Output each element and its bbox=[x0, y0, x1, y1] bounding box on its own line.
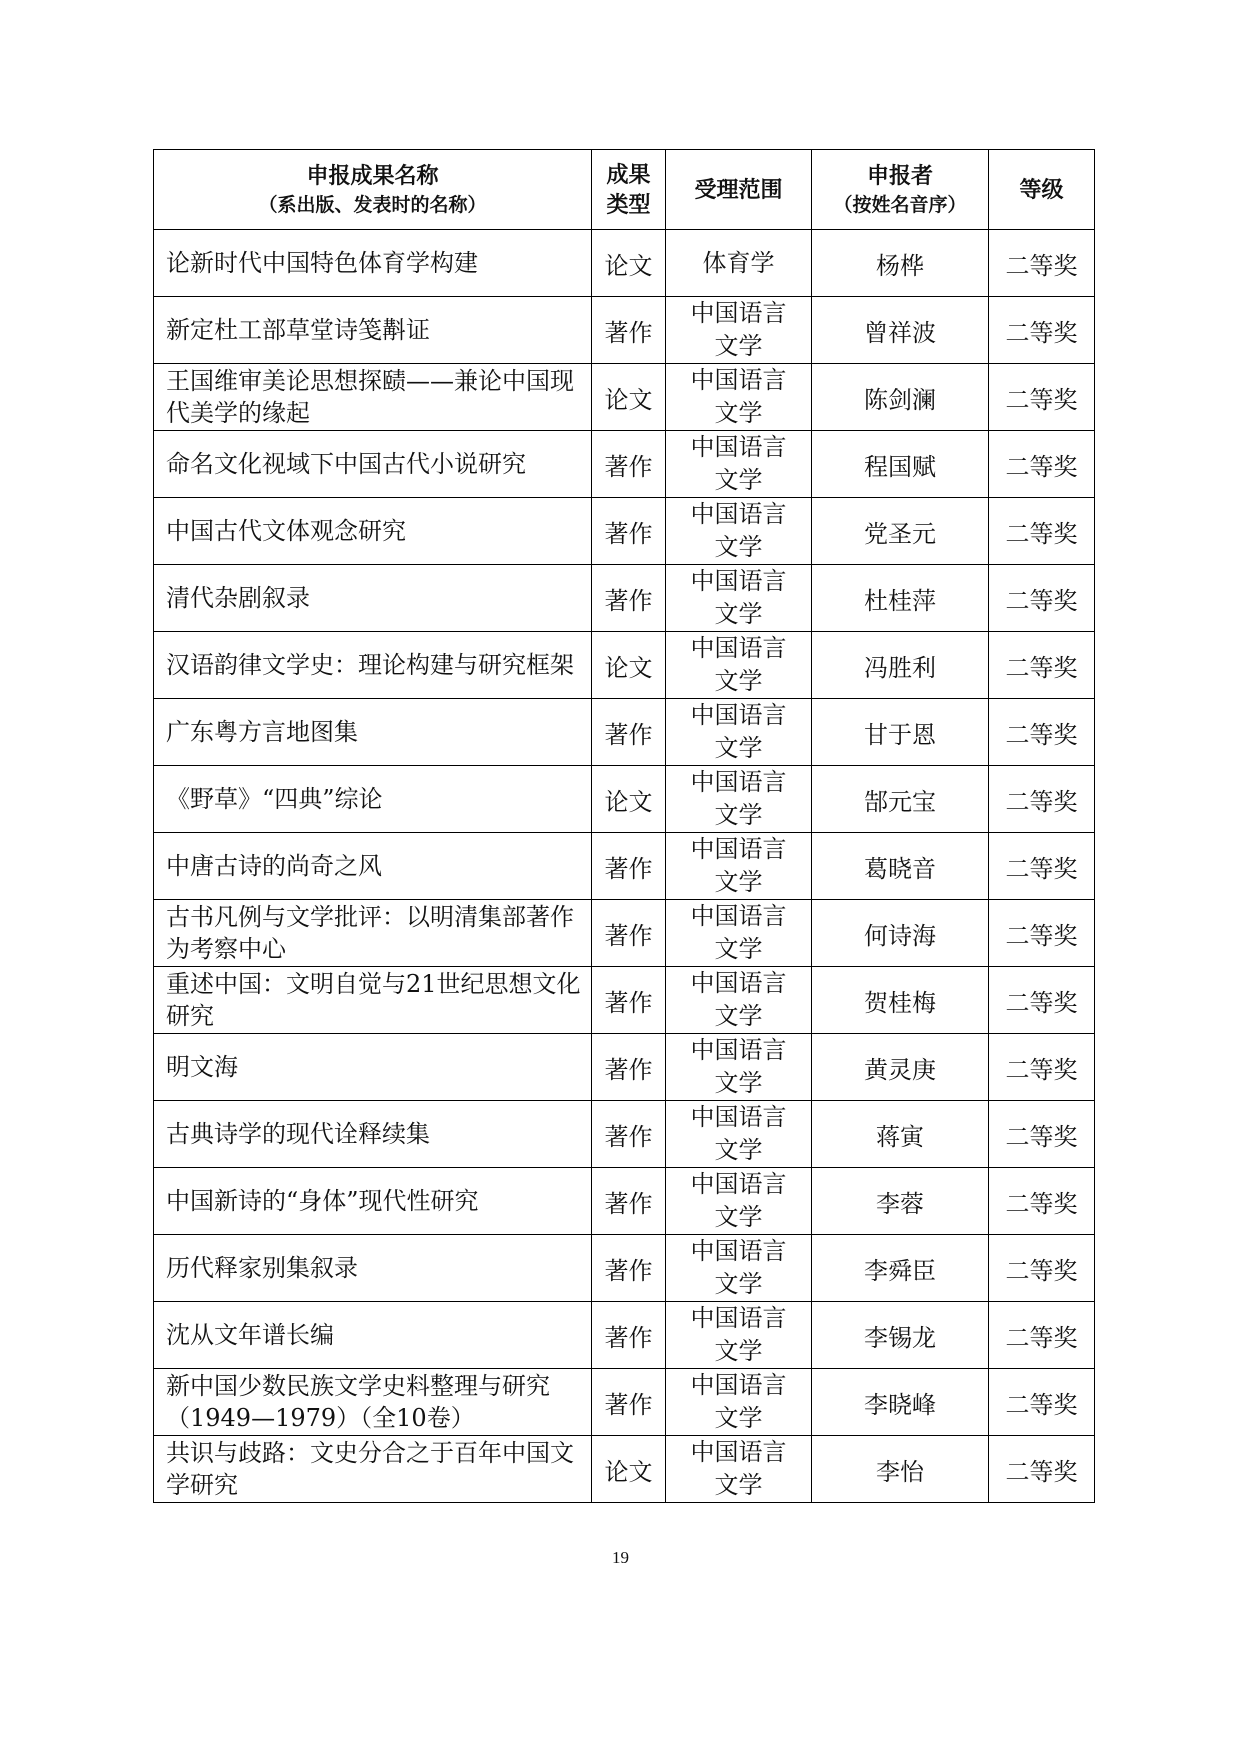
result-title-cell: 论新时代中国特色体育学构建 bbox=[154, 230, 592, 297]
scope-cell: 中国语言文学 bbox=[666, 900, 812, 967]
applicant-cell: 蒋寅 bbox=[812, 1101, 989, 1168]
result-type-cell: 论文 bbox=[592, 632, 666, 699]
result-title-cell: 沈从文年谱长编 bbox=[154, 1302, 592, 1369]
scope-cell: 中国语言文学 bbox=[666, 1235, 812, 1302]
award-grade-cell: 二等奖 bbox=[989, 1436, 1095, 1503]
award-grade-cell: 二等奖 bbox=[989, 1034, 1095, 1101]
scope-cell: 中国语言文学 bbox=[666, 1369, 812, 1436]
award-grade-cell: 二等奖 bbox=[989, 699, 1095, 766]
award-grade-cell: 二等奖 bbox=[989, 230, 1095, 297]
award-grade-cell: 二等奖 bbox=[989, 967, 1095, 1034]
applicant-cell: 陈剑澜 bbox=[812, 364, 989, 431]
result-title-cell: 历代释家别集叙录 bbox=[154, 1235, 592, 1302]
result-type-cell: 论文 bbox=[592, 364, 666, 431]
table-row bbox=[154, 766, 1095, 833]
award-grade-cell: 二等奖 bbox=[989, 766, 1095, 833]
award-grade-cell: 二等奖 bbox=[989, 632, 1095, 699]
result-title-cell: 古典诗学的现代诠释续集 bbox=[154, 1101, 592, 1168]
header-author bbox=[812, 150, 989, 230]
applicant-cell: 李锡龙 bbox=[812, 1302, 989, 1369]
result-title-cell: 中唐古诗的尚奇之风 bbox=[154, 833, 592, 900]
table-row bbox=[154, 1369, 1095, 1436]
scope-cell: 中国语言文学 bbox=[666, 833, 812, 900]
result-type-cell: 论文 bbox=[592, 766, 666, 833]
result-title-cell: 《野草》“四典”综论 bbox=[154, 766, 592, 833]
result-title-cell: 新中国少数民族文学史料整理与研究（1949—1979）（全10卷） bbox=[154, 1369, 592, 1436]
award-grade-cell: 二等奖 bbox=[989, 900, 1095, 967]
result-type-cell: 论文 bbox=[592, 230, 666, 297]
header-title-main: 申报成果名称 bbox=[306, 162, 439, 189]
applicant-cell: 杨桦 bbox=[812, 230, 989, 297]
applicant-cell: 李怡 bbox=[812, 1436, 989, 1503]
table-header-row bbox=[154, 150, 1095, 230]
table-row bbox=[154, 364, 1095, 431]
result-type-cell: 著作 bbox=[592, 565, 666, 632]
award-grade-cell: 二等奖 bbox=[989, 833, 1095, 900]
applicant-cell: 郜元宝 bbox=[812, 766, 989, 833]
result-type-cell: 著作 bbox=[592, 900, 666, 967]
result-type-cell: 著作 bbox=[592, 431, 666, 498]
scope-cell: 中国语言文学 bbox=[666, 565, 812, 632]
result-type-cell: 著作 bbox=[592, 1034, 666, 1101]
award-grade-cell: 二等奖 bbox=[989, 1101, 1095, 1168]
result-title-cell: 汉语韵律文学史：理论构建与研究框架 bbox=[154, 632, 592, 699]
scope-cell: 中国语言文学 bbox=[666, 1436, 812, 1503]
result-type-cell: 著作 bbox=[592, 833, 666, 900]
scope-cell: 中国语言文学 bbox=[666, 297, 812, 364]
applicant-cell: 党圣元 bbox=[812, 498, 989, 565]
result-title-cell: 古书凡例与文学批评：以明清集部著作为考察中心 bbox=[154, 900, 592, 967]
table-row bbox=[154, 900, 1095, 967]
scope-cell: 中国语言文学 bbox=[666, 967, 812, 1034]
table-row bbox=[154, 1168, 1095, 1235]
applicant-cell: 甘于恩 bbox=[812, 699, 989, 766]
table-row bbox=[154, 1436, 1095, 1503]
applicant-cell: 李舜臣 bbox=[812, 1235, 989, 1302]
award-grade-cell: 二等奖 bbox=[989, 565, 1095, 632]
table-row bbox=[154, 1101, 1095, 1168]
result-title-cell: 广东粤方言地图集 bbox=[154, 699, 592, 766]
result-title-cell: 明文海 bbox=[154, 1034, 592, 1101]
applicant-cell: 李蓉 bbox=[812, 1168, 989, 1235]
applicant-cell: 程国赋 bbox=[812, 431, 989, 498]
scope-cell: 中国语言文学 bbox=[666, 1101, 812, 1168]
header-title bbox=[154, 150, 592, 230]
result-title-cell: 共识与歧路：文史分合之于百年中国文学研究 bbox=[154, 1436, 592, 1503]
result-type-cell: 著作 bbox=[592, 1369, 666, 1436]
award-grade-cell: 二等奖 bbox=[989, 1235, 1095, 1302]
table-row bbox=[154, 498, 1095, 565]
scope-cell: 中国语言文学 bbox=[666, 1034, 812, 1101]
applicant-cell: 曾祥波 bbox=[812, 297, 989, 364]
result-type-cell: 著作 bbox=[592, 967, 666, 1034]
award-grade-cell: 二等奖 bbox=[989, 1369, 1095, 1436]
scope-cell: 中国语言文学 bbox=[666, 1302, 812, 1369]
result-type-cell: 著作 bbox=[592, 699, 666, 766]
applicant-cell: 葛晓音 bbox=[812, 833, 989, 900]
scope-cell: 中国语言文学 bbox=[666, 1168, 812, 1235]
scope-cell: 中国语言文学 bbox=[666, 498, 812, 565]
applicant-cell: 李晓峰 bbox=[812, 1369, 989, 1436]
scope-cell: 体育学 bbox=[666, 230, 812, 297]
header-author-main: 申报者 bbox=[866, 162, 933, 189]
result-title-cell: 重述中国：文明自觉与21世纪思想文化研究 bbox=[154, 967, 592, 1034]
table-row bbox=[154, 1235, 1095, 1302]
awards-table bbox=[153, 149, 1095, 1503]
header-title-sub: （系出版、发表时的名称） bbox=[258, 193, 487, 216]
result-title-cell: 新定杜工部草堂诗笺斠证 bbox=[154, 297, 592, 364]
result-title-cell: 中国古代文体观念研究 bbox=[154, 498, 592, 565]
header-grade: 等级 bbox=[989, 150, 1095, 230]
scope-cell: 中国语言文学 bbox=[666, 766, 812, 833]
result-title-cell: 中国新诗的“身体”现代性研究 bbox=[154, 1168, 592, 1235]
table-row bbox=[154, 230, 1095, 297]
header-type-line1: 成果 bbox=[606, 161, 651, 188]
scope-cell: 中国语言文学 bbox=[666, 699, 812, 766]
result-type-cell: 著作 bbox=[592, 1302, 666, 1369]
table-row bbox=[154, 632, 1095, 699]
award-grade-cell: 二等奖 bbox=[989, 1168, 1095, 1235]
table-row bbox=[154, 431, 1095, 498]
table-row bbox=[154, 833, 1095, 900]
result-type-cell: 论文 bbox=[592, 1436, 666, 1503]
header-type-line2: 类型 bbox=[606, 191, 651, 218]
applicant-cell: 黄灵庚 bbox=[812, 1034, 989, 1101]
table-row bbox=[154, 699, 1095, 766]
table-row bbox=[154, 967, 1095, 1034]
page-number: 19 bbox=[612, 1548, 629, 1567]
result-type-cell: 著作 bbox=[592, 1168, 666, 1235]
result-title-cell: 清代杂剧叙录 bbox=[154, 565, 592, 632]
table-row bbox=[154, 297, 1095, 364]
scope-cell: 中国语言文学 bbox=[666, 364, 812, 431]
result-type-cell: 著作 bbox=[592, 297, 666, 364]
applicant-cell: 冯胜利 bbox=[812, 632, 989, 699]
table-row bbox=[154, 565, 1095, 632]
result-type-cell: 著作 bbox=[592, 1235, 666, 1302]
applicant-cell: 贺桂梅 bbox=[812, 967, 989, 1034]
result-type-cell: 著作 bbox=[592, 498, 666, 565]
award-grade-cell: 二等奖 bbox=[989, 297, 1095, 364]
result-type-cell: 著作 bbox=[592, 1101, 666, 1168]
award-grade-cell: 二等奖 bbox=[989, 364, 1095, 431]
award-grade-cell: 二等奖 bbox=[989, 431, 1095, 498]
header-scope: 受理范围 bbox=[666, 150, 812, 230]
table-row bbox=[154, 1034, 1095, 1101]
result-title-cell: 王国维审美论思想探赜——兼论中国现代美学的缘起 bbox=[154, 364, 592, 431]
header-type bbox=[592, 150, 666, 230]
award-grade-cell: 二等奖 bbox=[989, 498, 1095, 565]
table-body bbox=[154, 230, 1095, 1503]
applicant-cell: 何诗海 bbox=[812, 900, 989, 967]
applicant-cell: 杜桂萍 bbox=[812, 565, 989, 632]
header-author-sub: （按姓名音序） bbox=[833, 193, 967, 216]
table-row bbox=[154, 1302, 1095, 1369]
scope-cell: 中国语言文学 bbox=[666, 632, 812, 699]
scope-cell: 中国语言文学 bbox=[666, 431, 812, 498]
result-title-cell: 命名文化视域下中国古代小说研究 bbox=[154, 431, 592, 498]
award-grade-cell: 二等奖 bbox=[989, 1302, 1095, 1369]
